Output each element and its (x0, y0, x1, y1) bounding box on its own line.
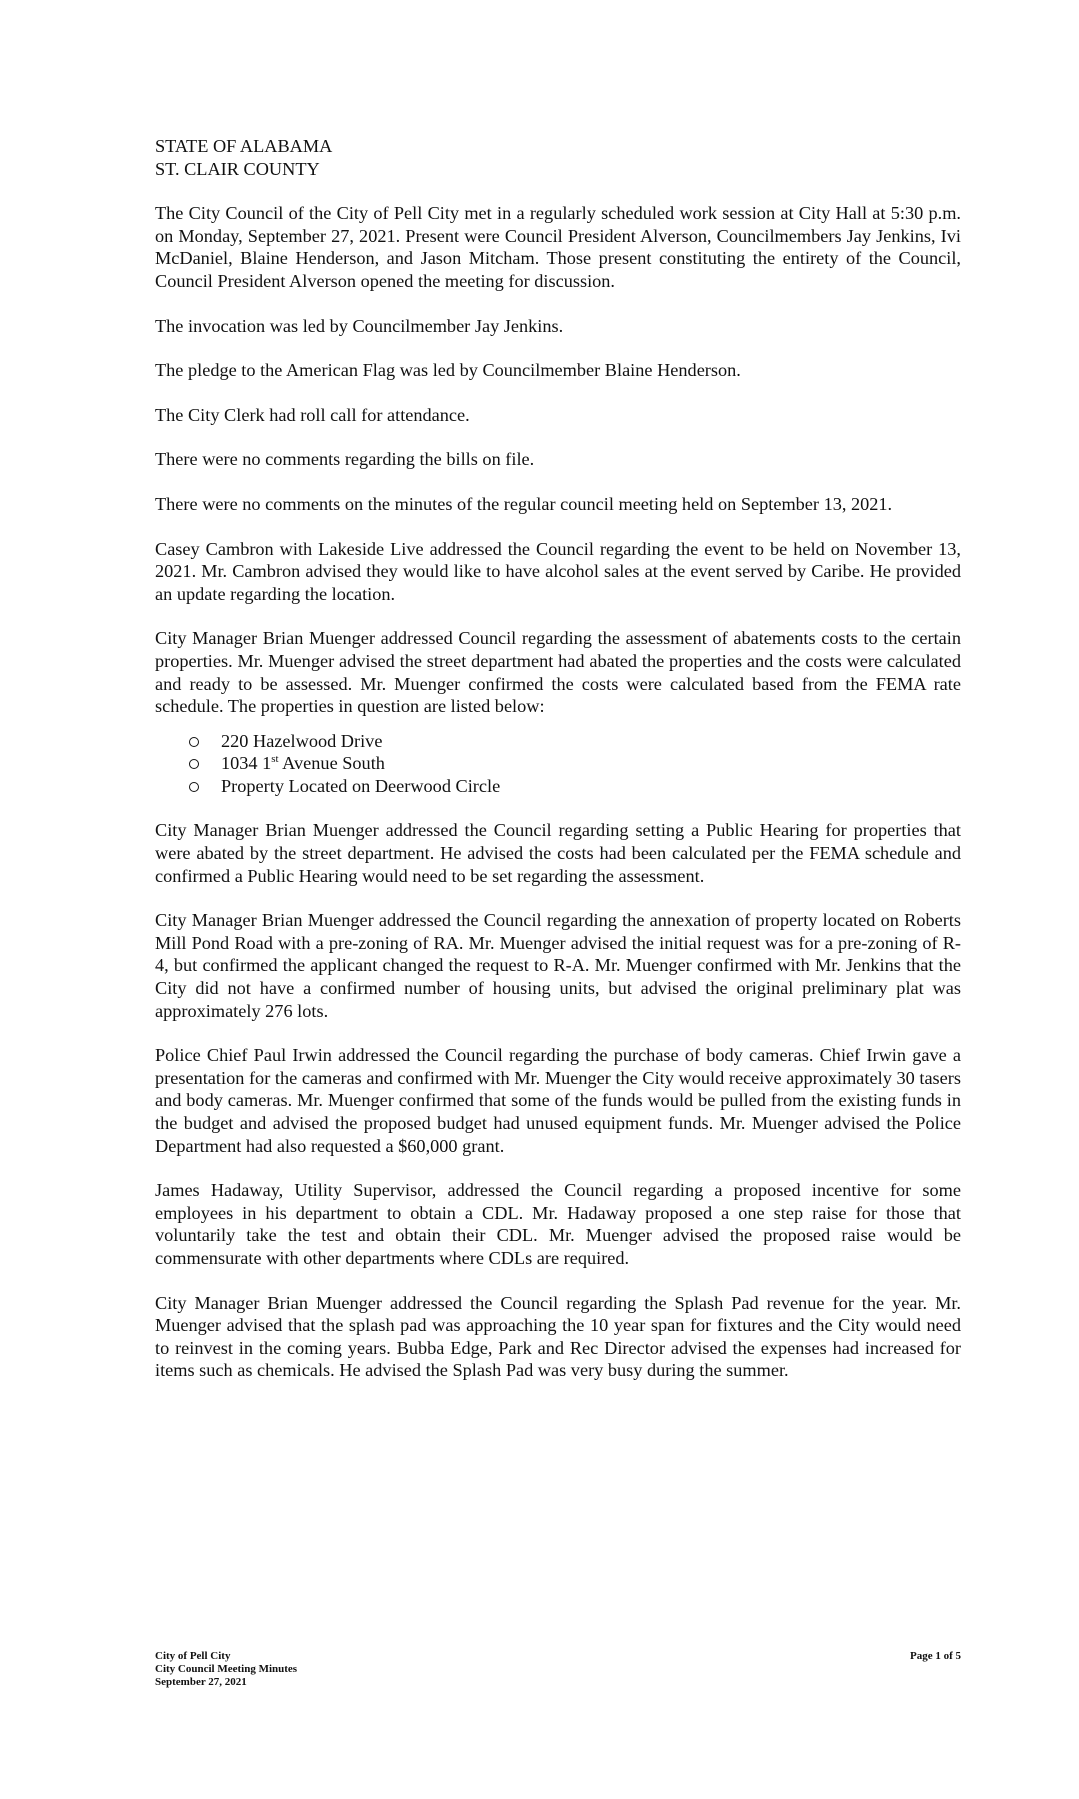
document-heading (155, 135, 961, 180)
property-item-text: 220 Hazelwood Drive (221, 730, 383, 751)
footer-page-number: Page 1 of 5 (909, 1650, 961, 1662)
list-item (187, 730, 961, 753)
paragraph-meeting-opening: The City Council of the City of Pell City met in a regularly scheduled work session at City Hall at 5:30 p.m. on Monday, September 27, 2021. Present were Council President Alverson, Councilmembers Jay Jenkins, Ivi McDaniel, Blaine Henderson, and Jason Mitcham. Those present constituting the entirety of the Council, Council President Alverson opened the meeting for discussion. (155, 203, 961, 291)
paragraph-roll-call: The City Clerk had roll call for attendance. (155, 404, 470, 425)
list-item (187, 775, 961, 798)
property-item-superscript: st (271, 753, 279, 766)
footer-city: City of Pell City (155, 1650, 231, 1662)
list-item (187, 752, 961, 775)
paragraph-cdl-incentive: James Hadaway, Utility Supervisor, addressed the Council regarding a proposed incentive for some employees in his department to obtain a CDL. Mr. Hadaway proposed a one step raise for those that voluntarily take the test and obtain their CDL. Mr. Muenger advised the proposed raise would be commensurate with other departments where CDLs are required. (155, 1180, 961, 1268)
paragraph-body-cameras: Police Chief Paul Irwin addressed the Council regarding the purchase of body cameras. Chief Irwin gave a presentation for the cameras and confirmed with Mr. Muenger the City would receive approximately 30 tasers and body cameras. Mr. Muenger confirmed that some of the funds would be pulled from the existing funds in the budget and advised the proposed budget had unused equipment funds. Mr. Muenger advised the Police Department had also requested a $60,000 grant. (155, 1045, 961, 1156)
footer-date: September 27, 2021 (155, 1676, 247, 1688)
document-body (155, 135, 961, 1404)
heading-state: STATE OF ALABAMA (155, 136, 333, 156)
paragraph-splash-pad: City Manager Brian Muenger addressed the Council regarding the Splash Pad revenue for the year. Mr. Muenger advised that the splash pad was approaching the 10 year span for fixtures and the City would need to reinvest in the coming years. Bubba Edge, Park and Rec Director advised the expenses had increased for items such as chemicals. He advised the Splash Pad was very busy during the summer. (155, 1292, 961, 1381)
paragraph-bills: There were no comments regarding the bills on file. (155, 449, 535, 470)
property-item-text: Property Located on Deerwood Circle (221, 775, 501, 796)
paragraph-abatement-costs: City Manager Brian Muenger addressed Council regarding the assessment of abatements costs to the certain properties. Mr. Muenger advised the street department had abated the properties and the costs were calculated and ready to be assessed. Mr. Muenger confirmed the costs were calculated based from the FEMA rate schedule. The properties in question are listed below: (155, 628, 961, 717)
property-item-text-pre: 1034 1 (221, 753, 272, 774)
circle-bullet-icon (189, 759, 199, 769)
circle-bullet-icon (189, 782, 199, 792)
paragraph-invocation: The invocation was led by Councilmember Jay Jenkins. (155, 315, 564, 336)
paragraph-pledge: The pledge to the American Flag was led by Councilmember Blaine Henderson. (155, 360, 741, 381)
property-list (155, 730, 961, 798)
property-item-text-post: Avenue South (278, 753, 385, 774)
paragraph-minutes: There were no comments on the minutes of the regular council meeting held on September 13, 2021. (155, 493, 893, 514)
footer-document-info (155, 1650, 297, 1689)
heading-county: ST. CLAIR COUNTY (155, 158, 320, 179)
paragraph-annexation: City Manager Brian Muenger addressed the Council regarding the annexation of property located on Roberts Mill Pond Road with a pre-zoning of RA. Mr. Muenger advised the initial request was for a pre-zoning of R-4, but confirmed the applicant changed the request to R-A. Mr. Muenger confirmed with Mr. Jenkins that the City did not have a confirmed number of housing units, but advised the original preliminary plat was approximately 276 lots. (155, 910, 961, 1021)
circle-bullet-icon (189, 737, 199, 747)
paragraph-public-hearing: City Manager Brian Muenger addressed the Council regarding setting a Public Hearing for properties that were abated by the street department. He advised the costs had been calculated per the FEMA schedule and confirmed a Public Hearing would need to be set regarding the assessment. (155, 820, 961, 886)
paragraph-lakeside-live: Casey Cambron with Lakeside Live addressed the Council regarding the event to be held on November 13, 2021. Mr. Cambron advised they would like to have alcohol sales at the event served by Caribe. He provided an update regarding the location. (155, 538, 961, 604)
footer-doc-type: City Council Meeting Minutes (155, 1663, 298, 1675)
